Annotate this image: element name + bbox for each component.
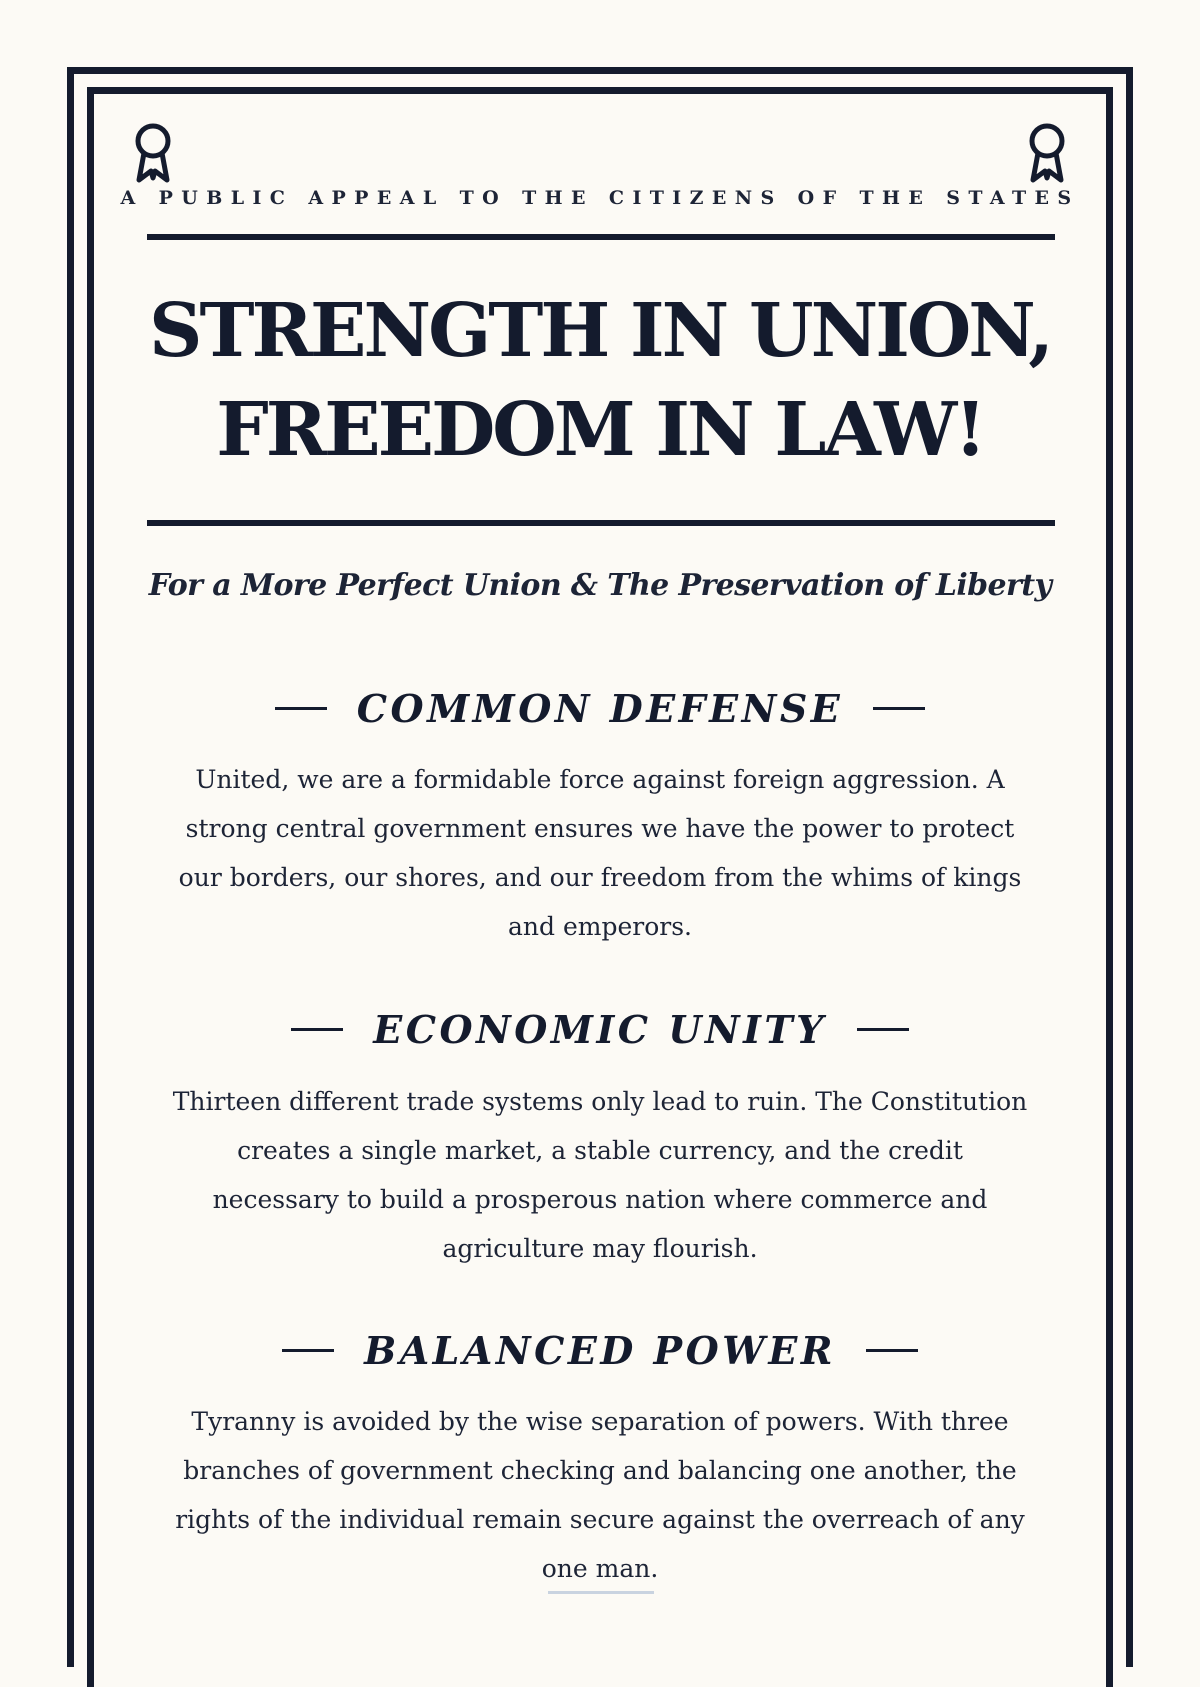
award-ribbon-icon — [1027, 122, 1067, 186]
section-heading-balanced-power — [0, 1328, 1200, 1373]
headline-line-1: STRENGTH IN UNION, — [149, 288, 1051, 374]
section-heading-text: ECONOMIC UNITY — [373, 1007, 827, 1052]
kicker-text: A PUBLIC APPEAL TO THE CITIZENS OF THE STATES — [120, 187, 1080, 209]
heading-dash — [291, 1028, 343, 1031]
section-body-economic-unity: Thirteen different trade systems only lead to ruin. The Constitution creates a single market, a stable currency, and the credit necessary to build a prosperous nation where commerce and agriculture may flourish. — [172, 1087, 1028, 1263]
section-heading-economic-unity — [0, 1007, 1200, 1052]
headline-bottom-rule — [147, 520, 1055, 526]
heading-dash — [866, 1349, 918, 1352]
subtitle: For a More Perfect Union & The Preservation of Liberty — [148, 568, 1052, 603]
section-body-common-defense: United, we are a formidable force against foreign aggression. A strong central government ensures we have the power to protect our borders, our shores, and our freedom from the whims of kings and emperors. — [178, 765, 1022, 941]
headline-top-rule — [147, 234, 1055, 240]
heading-dash — [857, 1028, 909, 1031]
section-heading-common-defense — [0, 686, 1200, 731]
heading-dash — [275, 707, 327, 710]
section-heading-text: BALANCED POWER — [364, 1328, 836, 1373]
page-title — [0, 282, 1200, 480]
award-ribbon-icon — [133, 122, 173, 186]
section-heading-text: COMMON DEFENSE — [356, 686, 844, 731]
bottom-accent-line — [548, 1591, 654, 1594]
heading-dash — [873, 707, 925, 710]
section-body-balanced-power: Tyranny is avoided by the wise separation of powers. With three branches of government checking and balancing one another, the rights of the individual remain secure against the overreach of any one man. — [175, 1407, 1025, 1583]
heading-dash — [282, 1349, 334, 1352]
headline-line-2: FREEDOM IN LAW! — [216, 387, 984, 473]
